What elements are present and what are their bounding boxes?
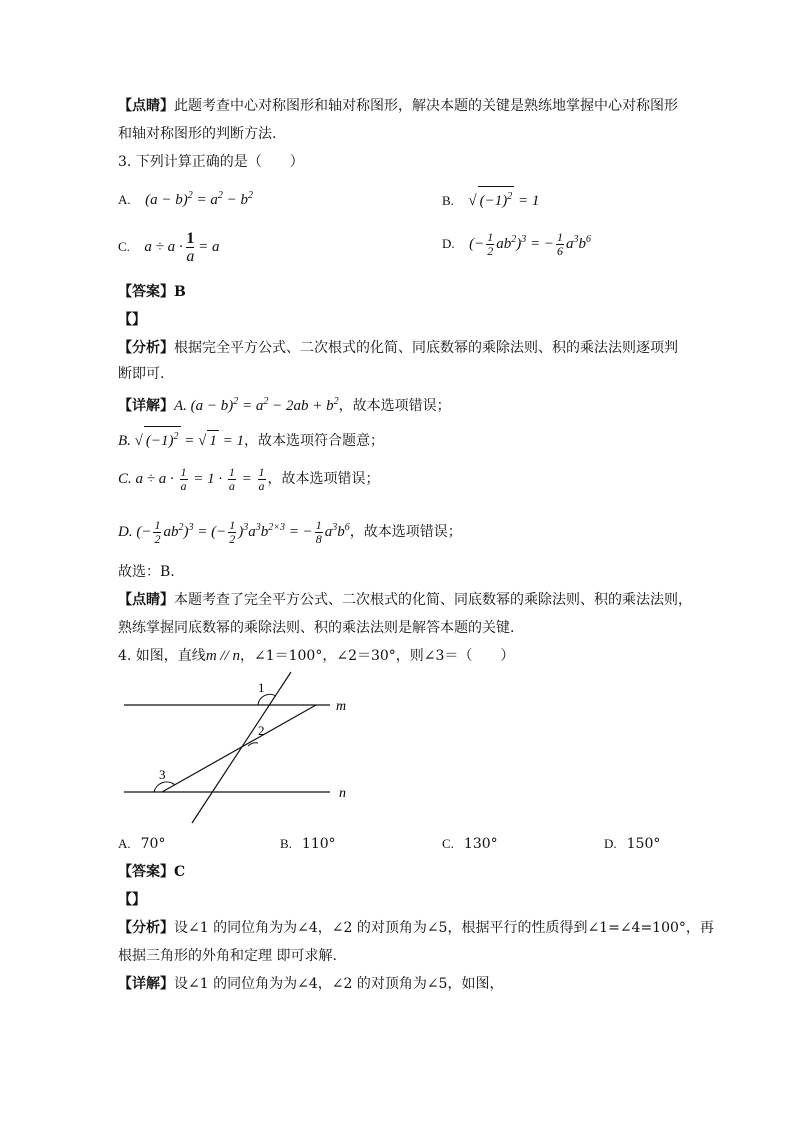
angle-1-label: 1 (258, 680, 265, 695)
q3-detail-a (118, 392, 451, 416)
q3-detail-c-formula: C. a ÷ a · $\frac{1}{a}$ = 1 · $\frac{1}{a}$ = $\frac{1}{a}$ (118, 465, 265, 493)
line-n-label: n (339, 786, 346, 801)
q4-option-d-label: D. (604, 836, 617, 851)
q3-detail-a-formula: A. $(a - b)^2 = a^2 - 2ab + b^2$ (174, 396, 339, 414)
q4-figure (118, 668, 358, 828)
q3-detail-a-suffix: ，故本选项错误； (338, 398, 451, 414)
q3-detail-b (118, 426, 384, 451)
comment-text-2: 和轴对称图形的判断方法. (118, 126, 277, 142)
q4-stem-parallel: m // n (205, 648, 240, 664)
q3-option-d (442, 230, 591, 258)
q4-stem (118, 646, 514, 666)
q4-option-a-label: A. (118, 836, 131, 851)
q3-detail-d-formula: D. (− $\frac{1}{2}$ $ab^2)^3$ = (− $\frac{1}{2}$ )$^3a^3b^{2\times 3}$ = − $\frac{1}{8}$ $a^3b^6$ (118, 518, 350, 547)
angle-2-label: 2 (258, 723, 265, 738)
q3-option-a-label: A. (118, 192, 131, 207)
q3-option-b-formula: √ $(-1)^2 = 1$ (468, 193, 539, 209)
q4-analysis-tag: 【分析】 (118, 920, 174, 936)
q3-option-c-label: C. (118, 238, 130, 254)
q4-option-a-value: 70° (140, 836, 166, 852)
q3-option-d-label: D. (442, 236, 455, 251)
q3-detail-b-formula: B. √ $(-1)^2$ = √ 1 = 1 (118, 433, 244, 449)
transversal-shallow (162, 705, 316, 792)
q4-analysis-line-1 (118, 918, 714, 938)
q3-option-d-formula: (− $\frac{1}{2}$ $ab^2)^3$ = − $\frac{1}{6}$ $a^3b^6$ (469, 230, 591, 259)
q3-comment-line-1 (118, 590, 692, 610)
comment-line-2 (118, 124, 276, 144)
q3-comment-tag: 【点睛】 (118, 592, 174, 608)
q3-option-a (118, 186, 253, 210)
q4-option-b (280, 834, 336, 854)
comment-tag: 【点睛】 (118, 98, 174, 114)
q4-option-c-label: C. (442, 836, 454, 851)
q4-option-b-label: B. (280, 836, 292, 851)
q3-option-c-formula: a ÷ a · $\frac{1}{a}$ = a (144, 230, 220, 265)
q3-detail-tag: 【详解】 (118, 398, 174, 414)
q4-stem-rest: ，∠1＝100°，∠2＝30°，则∠3＝（ ） (239, 648, 515, 664)
q3-detail-c-suffix: ，故本选项错误； (267, 470, 380, 487)
q3-detail-d-suffix: ，故本选项错误； (349, 524, 462, 540)
q4-option-c-value: 130° (463, 836, 498, 852)
q3-comment-line-2: 熟练掌握同底数幂的乘除法则、积的乘法法则是解答本题的关键. (118, 620, 515, 636)
q4-option-d (604, 834, 660, 854)
q4-option-c (442, 834, 498, 854)
q3-answer: 【答案】B (118, 284, 186, 300)
q3-choice: 故选：B. (118, 564, 175, 580)
angle-2-arc (248, 743, 258, 746)
q3-bracket: 【】 (118, 312, 146, 328)
q3-analysis-line-2: 断即可. (118, 366, 165, 382)
q4-answer: 【答案】C (118, 864, 186, 880)
comment-text-1: 此题考查中心对称图形和轴对称图形，解决本题的关键是熟练地掌握中心对称图形 (174, 98, 678, 114)
q3-option-b (442, 186, 539, 211)
q3-option-b-label: B. (442, 193, 454, 208)
q4-stem-prefix: 4. 如图，直线 (118, 648, 206, 664)
q4-analysis-text-1: 设∠1 的同位角为为∠4，∠2 的对顶角为∠5，根据平行的性质得到∠1=∠4=100°，再 (174, 920, 714, 936)
q3-comment-text-1: 本题考查了完全平方公式、二次根式的化简、同底数幂的乘除法则、积的乘法法则， (174, 592, 692, 608)
q3-option-a-formula: $(a - b)^2 = a^2 - b^2$ (145, 190, 253, 208)
q4-analysis-line-2: 根据三角形的外角和定理 即可求解. (118, 948, 337, 964)
q3-stem: 3. 下列计算正确的是（ ） (118, 154, 304, 170)
q4-bracket: 【】 (118, 892, 146, 908)
q3-analysis-line-1 (118, 338, 678, 358)
q3-analysis-tag: 【分析】 (118, 340, 174, 356)
q4-option-a (118, 834, 165, 854)
q3-detail-d (118, 518, 462, 546)
q3-analysis-text-1: 根据完全平方公式、二次根式的化简、同底数幂的乘除法则、积的乘法法则逐项判 (174, 340, 678, 356)
angle-3-label: 3 (159, 767, 166, 782)
q4-detail-tag: 【详解】 (118, 976, 174, 992)
comment-line-1 (118, 96, 678, 116)
q4-detail-line-1 (118, 974, 503, 994)
q4-option-b-value: 110° (301, 836, 336, 852)
q4-option-d-value: 150° (626, 836, 661, 852)
line-m-label: m (336, 699, 347, 714)
q3-detail-c (118, 466, 380, 493)
q4-detail-text-1: 设∠1 的同位角为为∠4，∠2 的对顶角为∠5，如图， (174, 976, 504, 992)
q3-detail-b-suffix: ，故本选项符合题意； (244, 433, 385, 449)
q3-option-c (118, 230, 219, 265)
